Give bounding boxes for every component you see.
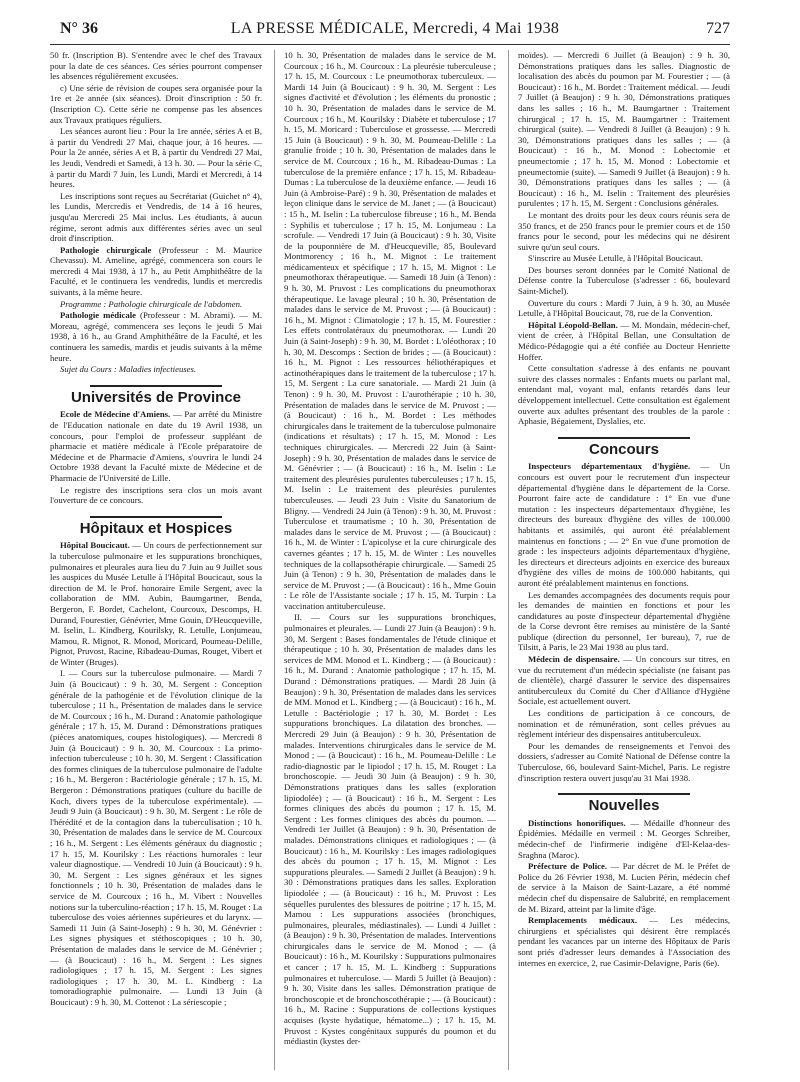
- article-text: — Un concours sur titres, en vue du recrutement d'un médecin spécialiste (ne faisant pas de clientèle), chargé d'assurer le service des dispensaires antituberculeux du Comité du Cher d'Alliance d'Hygiène Sociale, est actuellement ouvert.: [518, 654, 730, 707]
- paragraph: I. — Cours sur la tuberculose pulmonaire. — Mardi 7 Juin (à Boucicaut) : 9 h. 30, M. Sergent : Conception générale de la pathogénie et de l'évolution clinique de la tuberculose ; 11 h., Présentation de malades dans le service de M. Courcoux ; 16 h., M. Durand : Anatomie pathologique générale ; 17 h. 15, M. Durand : Démonstrations pratiques (pièces anatomiques, coupes histologiques). — Mercredi 8 Juin (à Boucicaut) : 9 h. 30, M. Courcoux : La primo-infection tuberculeuse ; 10 h. 30, M. Sergent : Classification des formes cliniques de la tuberculose pulmonaire de l'adulte ; 16 h., M. Bergeron : Bactériologie générale ; 17 h. 15, M. Bergeron : Démonstrations pratiques (culture du bacille de Koch, divers types de la tuberculose expérimentale). — Jeudi 9 Juin (à Boucicaut) : 9 h. 30, M. Sergent : Le rôle de l'hérédité et de la contagion dans la tuberculisation ; 10 h. 30, Présentation de malades dans le service de M. Courcoux ; 16 h., M. Sergent : Les éléments généraux du diagnostic ; 17 h. 15, M. Kourilsky : Les réactions humorales : leur valeur diagnostique. — Vendredi 10 Juin (à Boucicaut) : 9 h. 30, M. Sergent : Les signes généraux et les signes fonctionnels ; 10 h. 30, Présentation de malades dans le service de M. Courcoux ; 16 h., M. Vibert : Nouvelles notions sur la tuberculino-réaction ; 17 h. 15, M. Rouget : La tuberculose des voies aériennes supérieures et du larynx. — Samedi 11 Juin (à Saint-Joseph) : 9 h. 30, M. Génévrier : Les signes physiques et stéthoscopiques ; 10 h. 30, Présentation de malades dans le service de M. Génévrier ; — (à Boucicaut) : 16 h., M. Sergent : Les signes radiologiques ; 17 h. 15, M. Sergent : Les signes radiologiques ; 17 h. 30, M. L. Kindberg : La tomoradiographie pulmonaire. — Lundi 13 Juin (à Boucicaut) : 9 h. 30, M. Cottenot : La sériescopie ;: [50, 668, 262, 1007]
- paragraph: II. — Cours sur les suppurations bronchiques, pulmonaires et pleurales. — Lundi 27 Juin (à Beaujon) : 9 h. 30, M. Sergent : Bases fondamentales de l'étude clinique et thérapeutique ; 10 h. 30, Présentation de malades dans les services de MM. Monod et L. Kindberg ; — (à Boucicaut) : 16 h., M. Durand : Anatomie pathologique ; 17 h. 15, M. Durand : Démonstrations pratiques. — Mardi 28 Juin (à Beaujon) : 9 h. 30, Présentation de malades dans les services de MM. Monod et L. Kindberg ; — (à Boucicaut) : 16 h., M. Letulle : Bactériologie ; 17 h. 30, M. Bordet : Les suppurations bronchiques. La dilatation des bronches. — Mercredi 29 Juin (à Beaujon) : 9 h. 30, Présentation de malades. Interventions chirurgicales dans le service de M. Monod ; — (à Boucicaut) : 16 h., M. Poumeau-Delille : Le radio-diagnostic par le lipiodol ; 17 h. 15, M. Rouget : La bronchoscopie. — Jeudi 30 Juin (à Beaujon) : 9 h. 30, Démonstrations pratiques dans les salles (exploration lipiodolée) ; — (à Boucicaut) : 16 h., M. Sergent : Les formes cliniques des abcès du poumon ; 17 h. 15, M. Sergent : Les formes cliniques des abcès du poumon. — Vendredi 1er Juillet (à Beaujon) : 9 h. 30, Présentation de malades. Démonstrations cliniques et radiologiques ; — (à Boucicaut) : 16 h., M. Kourilsky : Les images radiologiques des abcès du poumon ; 17 h. 15, M. Mignot : Les suppurations pleurales. — Samedi 2 Juillet (à Beaujon) : 9 h. 30 : Démonstrations pratiques dans les salles. Exploration lipiodolée ; — (à Boucicaut) : 16 h., M. Pruvost : Les séquelles purulentes des blessures de poitrine ; 17 h. 15, M. Mamou : Les suppurations associées (bronchiques, pulmonaires, pleurales, médiastinales). — Lundi 4 Juillet : (à Beaujon) : 9 h. 30, Présentation de malades. Interventions chirurgicales dans le service de M. Monod ; — (à Boucicaut) : 16 h., M. Kourilsky : Suppurations pulmonaires et cancer ; 17 h. 15, M. L. Kindberg : Suppurations pulmonaires et tuberculose. — Mardi 5 Juillet (à Beaujon) : 9 h. 30, Visite dans les salles. Démonstration pratique de bronchoscopie et de bronchoscothérapie ; — (à Boucicaut) : 16 h., M. Racine : Suppurations de collections kystiques acquises (kyste hydatique, hématome...) ; 17 h. 15, M. Pruvost : Kystes congénitaux suppurés du poumon et du médiastin (kystes der-: [284, 612, 496, 1047]
- page-number: 727: [706, 20, 730, 37]
- article: [518, 818, 730, 860]
- article-text: — Par décret de M. le Préfet de Police du 26 Février 1938, M. Lucien Périn, médecin chef de service à la Maison de Saint-Lazare, a été nommé médecin chef du dispensaire de Salubrité, en remplacement de M. Bizard, atteint par la limite d'âge.: [518, 861, 730, 914]
- article-text: (Professeur : M. Abrami). — M. Moreau, agrégé, commencera ses leçons le jeudi 5 Mai 1938, à 16 h., au Grand Amphithéâtre de la Faculté, et les continuera les samedis, mardis et jeudis suivants à la même heure.: [50, 310, 262, 363]
- section-title: Hôpitaux et Hospices: [79, 519, 233, 537]
- heading-rule: [90, 516, 222, 518]
- article: [50, 245, 262, 298]
- section-title: Concours: [588, 440, 659, 458]
- section-heading-universites: [50, 385, 262, 404]
- article: [50, 540, 262, 667]
- section-title: Universités de Province: [70, 388, 242, 406]
- paragraph: Ouverture du cours : Mardi 7 Juin, à 9 h. 30, au Musée Letulle, à l'Hôpital Boucicaut, 78, rue de la Convention.: [518, 297, 730, 319]
- article: [518, 461, 730, 588]
- paragraph: c) Une série de révision de coupes sera organisée pour la 1re et 2e année (six séances). Droit d'inscription : 50 fr. (Inscription C). Cette série ne compense pas les absences aux Travaux pratiques réguliers.: [50, 82, 262, 125]
- paragraph: Le registre des inscriptions sera clos un mois avant l'ouverture de ce concours.: [50, 484, 262, 506]
- section-heading-concours: [518, 437, 730, 456]
- program-line: Programme : Pathologie chirurgicale de l'abdomen.: [60, 298, 243, 309]
- column-divider: [508, 50, 509, 1070]
- paragraph: Les inscriptions sont reçues au Secrétariat (Guichet n° 4), les Lundis, Mercredis et Vendredis, de 14 à 16 heures, jusqu'au Mercredi 25 Mai inclus. Les étudiants, à aucun régime, seront admis aux différentes séries avec un seul droit d'inscription.: [50, 190, 262, 244]
- header-rule: [50, 44, 730, 45]
- article-title: Médecin de dispensaire.: [528, 654, 620, 665]
- article-title: Pathologie médicale: [60, 310, 136, 321]
- paragraph: Les demandes accompagnées des documents requis pour les demandes de maintien en fonctions et pour les candidatures au poste d'inspecteur départemental d'hygiène de la Corse devront être remises au ministère de la Santé publique (direction du personnel, 1er bureau), 7, rue de Tilsitt, à Paris, le 23 Mai 1938 au plus tard.: [518, 589, 730, 653]
- article-text: — Les médecins, chirurgiens et spécialistes qui désirent être remplacés pendant les vacances par un interne des Hôpitaux de Paris sont priés d'adresser leurs demandes à l'Association des internes en exercice, 2, rue Casimir-Delavigne, Paris (6e).: [518, 915, 730, 968]
- section-heading-nouvelles: [518, 793, 730, 815]
- paragraph: [50, 364, 262, 375]
- article-text: (Professeur : M. Maurice Chevassu). M. Ameline, agrégé, commencera son cours le mercredi 4 Mai 1938, à 17 h., au Petit Amphithéâtre de la Faculté, et le continuera les vendredis, lundis et mercredis suivants, à la même heure.: [50, 244, 262, 298]
- article: [50, 409, 262, 483]
- paragraph: moïdes). — Mercredi 6 Juillet (à Beaujon) : 9 h. 30, Démonstrations pratiques dans les salles. Diagnostic de localisation des abcès du poumon par M. Fourestier ; — (à Boucicaut) : 16 h., M. Bordet : Traitement médical. — Jeudi 7 Juillet (à Beaujon) : 9 h. 30, Démonstrations pratiques dans les salles ; 16 h., M. Baumgartner : Traitement chirurgical ; 17 h. 15, M. Baumgartner : Traitement chirurgical (suite). — Vendredi 8 Juillet (à Beaujon) : 9 h. 30, Démonstrations pratiques dans les salles ; — (à Boucicaut) : 16 h., M. Monod : Lobectomie et pneumectomie ; 17 h. 15, M. Monod : Lobectomie et pneumectomie (suite). — Samedi 9 Juillet (à Beaujon) : 9 h. 30, Démonstrations pratiques dans les salles ; — (à Boucicaut) : 16 h., M. Iselin : Traitement des pleurésies purulentes ; 17 h. 15, M. Sergent : Conclusions générales.: [518, 50, 730, 209]
- paragraph: Cette consultation s'adresse à des enfants ne pouvant suivre des classes normales : Enfants muets ou parlant mal, entendant mal, voyant mal, enfants retardés dans leur développement intellectuel. Cette consultation est également ouverte aux adultes présentant des troubles de la parole : Aphasie, Bégaiement, Dyslalies, etc.: [518, 363, 730, 427]
- article-text: — M. Mondain, médecin-chef, vient de créer, à l'Hôpital Bellan, une Consultation de Médico-Pédagogie qui a été confiée au Docteur Henriette Hoffer.: [518, 319, 730, 362]
- article-title: Remplacements médicaux.: [528, 915, 638, 926]
- column-3: [518, 50, 730, 1080]
- heading-rule: [558, 437, 690, 439]
- article-title: Hôpital Léopold-Bellan.: [528, 319, 618, 330]
- article-title: Ecole de Médecine d'Amiens.: [60, 409, 171, 420]
- paragraph: Le montant des droits pour les deux cours réunis sera de 350 francs, et de 250 francs pour le premier cours et de 150 francs pour le second, pour les médecins qui ne désirent suivre qu'un seul cours.: [518, 209, 730, 252]
- heading-rule: [558, 793, 690, 795]
- paragraph: S'inscrire au Musée Letulle, à l'Hôpital Boucicaut.: [528, 253, 703, 264]
- paragraph: Les conditions de participation à ce concours, de nomination et de rémunération, sont celles prévues au règlement intérieur des dispensaires antituberculeux.: [518, 708, 730, 740]
- section-heading-hopitaux: [50, 516, 262, 535]
- article-text: — Par arrêté du Ministre de l'Education nationale en date du 19 Avril 1938, un concours, pour l'emploi de professeur suppléant de pharmacie et matière médicale à l'Ecole préparatoire de Médecine et de Pharmacie d'Amiens, s'ouvrira le lundi 24 Octobre 1938 devant la Faculté mixte de Médecine et de Pharmacie de l'Université de Lille.: [50, 409, 262, 483]
- paragraph: 10 h. 30, Présentation de malades dans le service de M. Courcoux ; 16 h., M. Courcoux : La pleurésie tuberculeuse ; 17 h. 15, M. Courcoux : Le pneumothorax tuberculeux. — Mardi 14 Juin (à Boucicaut) : 9 h. 30, M. Sergent : Les signes d'activité et d'évolution ; les éléments du pronostic ; 10 h. 30, Présentation de malades dans le service de M. Courcoux ; 16 h., M. Kourilsky : Diabète et tuberculose ; 17 h. 15, M. Moricard : Tuberculose et grossesse. — Mercredi 15 Juin (à Boucicaut) : 9 h. 30, M. Poumeau-Delille : La granulie froide ; 10 h. 30, Présentation de malades dans le service de M. Courcoux ; 16 h., M. Ribadeau-Dumas : La tuberculose de la première enfance ; 17 h. 15, M. Ribadeau-Dumas : La tuberculose de la deuxième enfance. — Jeudi 16 Juin (à Ambroise-Paré) : 9 h. 30, Présentation de malades et leçon clinique dans le service de M. Janet ; — (à Boucicaut) : 15 h., M. Iselin : La tuberculose fibreuse ; 16 h., M. Benda : Syphilis et tuberculose ; 17 h. 15, M. Lonjumeau : La scrofule. — Vendredi 17 Juin (à Boucicaut) : 9 h. 30, Visite de la pouponnière de M. d'Heucqueville, 85, Boulevard Montmorency ; 16 h., M. Mignot : Le traitement médicamenteux et spécifique ; 17 h. 15, M. Mignot : Le pneumothorax thérapeutique. — Samedi 18 Juin (à Tenon) : 9 h. 30, M. Pruvost : Les complications du pneumothorax thérapeutique. Le lavage pleural ; 10 h. 30, Présentation de malades dans le service de M. Pruvost ; — (à Boucicaut) : 16 h., M. Mignot : Climatologie ; 17 h. 15, M. Fourestier : Les effets controlatéraux du pneumothorax. — Lundi 20 Juin (à Saint-Joseph) : 9 h. 30, M. Bordet : L'oléothorax ; 10 h. 30, M. Descomps : Section de brides ; — (à Boucicaut) : 16 h., M. Pignot : Les ressources héliothérapiques et actinothérapiques dans le traitement de la tuberculose ; 17 h. 15, M. Sergent : La cure sanatoriale. — Mardi 21 Juin (à Tenon) : 9 h. 30, M. Pruvost : L'aurothérapie ; 10 h. 30, Présentation de malades dans le service de M. Pruvost ; — (à Boucicaut) : 16 h., M. Bordet : Les méthodes chirurgicales dans le traitement de la tuberculose pulmonaire (indications et résultats) ; 17 h. 15, M. Monod : Les techniques chirurgicales. — Mercredi 22 Juin (à Saint-Joseph) : 9 h. 30, Présentation de malades dans le service de M. Génévrier ; — (à Boucicaut) : 16 h., M. Iselin : Le traitement des pleurésies purulentes tuberculeuses ; 17 h. 15, M. Iselin : Le traitement des pleurésies purulentes tuberculeuses. — Jeudi 23 Juin : Visite du Sanatorium de Bligny. — Vendredi 24 Juin (à Tenon) : 9 h. 30, M. Pruvost : Tuberculose et traumatisme ; 10 h. 30, Présentation de malades dans le service de M. Pruvost ; — (à Boucicaut) : 16 h., M. de Winter : L'apicolyse et la cure chirurgicale des cavernes géantes ; 17 h. 15, M. de Winter : Les nouvelles techniques de la collapsothérapie chirurgicale. — Samedi 25 Juin (à Tenon) : 9 h. 30, Présentation de malades dans le service de M. Pruvost ; — (à Boucicaut) : 16 h., Mme Gouin : Le rôle de l'Assistante sociale ; 17 h. 15, M. Turpin : La vaccination antituberculeuse.: [284, 50, 496, 611]
- heading-rule: [90, 385, 222, 387]
- article: [50, 310, 262, 363]
- paragraph: 50 fr. (Inscription B). S'entendre avec le chef des Travaux pour la date de ces séances. Ces séries pourront compenser les absences régulièrement excusées.: [50, 50, 262, 82]
- article-text: — Un concours est ouvert pour le recrutement d'un inspecteur départemental d'hygiène dans le département de la Corse. Pourront faire acte de candidature : 1° En vue d'une mutation : les inspecteurs départementaux d'hygiène, les directeurs des bureaux d'hygiène des villes de 100.000 habitants et assimilés, qui auront été préalablement maintenus en fonctions ; — 2° En vue d'une promotion de grade : les inspecteurs adjoints départementaux d'hygiène, les directeurs et directeurs adjoints en exercice des bureaux d'hygiène des villes de moins de 100.000 habitants, qui auront été préalablement maintenus en fonctions.: [518, 461, 730, 588]
- article: [518, 915, 730, 968]
- paragraph: Pour les demandes de renseignements et l'envoi des dossiers, s'adresser au Comité National de Défense contre la Tuberculose, 66, boulevard Saint-Michel, Paris. Le registre d'inscription restera ouvert jusqu'au 31 Mai 1938.: [518, 740, 730, 783]
- column-divider: [274, 50, 275, 1070]
- journal-title: LA PRESSE MÉDICALE, Mercredi, 4 Mai 1938: [230, 20, 560, 37]
- paragraph: Les séances auront lieu : Pour la 1re année, séries A et B, à partir du Vendredi 27 Mai, chaque jour, à 16 heures. — Pour la 2e année, séries A et B, à partir du Vendredi 27 Mai, les Jeudi, Vendredi et Samedi, à 13 h. 30. — Pour la série C, à partir du Mardi 7 Juin, les Lundi, Mardi et Mercredi, à 14 heures.: [50, 126, 262, 190]
- article-title: Hôpital Boucicaut.: [60, 540, 130, 551]
- column-2: [284, 50, 496, 1080]
- article-title: Préfecture de Police.: [528, 861, 608, 872]
- article-text: — Médaille d'honneur des Épidémies. Médaille en vermeil : M. Georges Schreiber, médecin-chef de l'infirmerie indigène d'El-Kelaa-des-Sraghna (Maroc).: [518, 817, 730, 860]
- page-header: [60, 18, 730, 46]
- article-title: Inspecteurs départementaux d'hygiène.: [528, 461, 691, 472]
- subject-line: Sujet du Cours : Maladies infectieuses.: [60, 364, 197, 375]
- article: [518, 320, 730, 362]
- paragraph: [50, 299, 262, 310]
- issue-number: N° 36: [60, 20, 98, 37]
- section-title: Nouvelles: [588, 797, 660, 815]
- article-title: Distinctions honorifiques.: [528, 817, 626, 828]
- article: [518, 654, 730, 707]
- paragraph: Des bourses seront données par le Comité National de Défense contre la Tuberculose (s'adresser : 66, boulevard Saint-Michel).: [518, 264, 730, 297]
- column-1: [50, 50, 262, 1080]
- article: [518, 861, 730, 914]
- article-text: — Un cours de perfectionnement sur la tuberculose pulmonaire et les suppurations bronchiques, pulmonaires et pleurales aura lieu du 7 Juin au 9 Juillet sous les auspices du Musée Letulle à l'Hôpital Boucicaut, sous la direction de M. le Prof. honoraire Emile Sergent, avec la collaboration de MM. Aubin, Baumgartner, Benda, Bergeron, F. Bordet, Cachelont, Courcoux, Descomps, H. Durand, Fourestier, Génévrier, Mme Gouin, D'Heucqueville, M. Iselin, L. Kindberg, Kourilsky, R. Letulle, Lonjumeau, Mamou, R. Mignot, R. Monod, Moricard, Poumeau-Delille, Pignot, Pruvost, Racine, Ribadeau-Dumas, Rouget, Vibert et de Winter (Bruges).: [50, 540, 262, 667]
- article-title: Pathologie chirurgicale: [60, 244, 152, 255]
